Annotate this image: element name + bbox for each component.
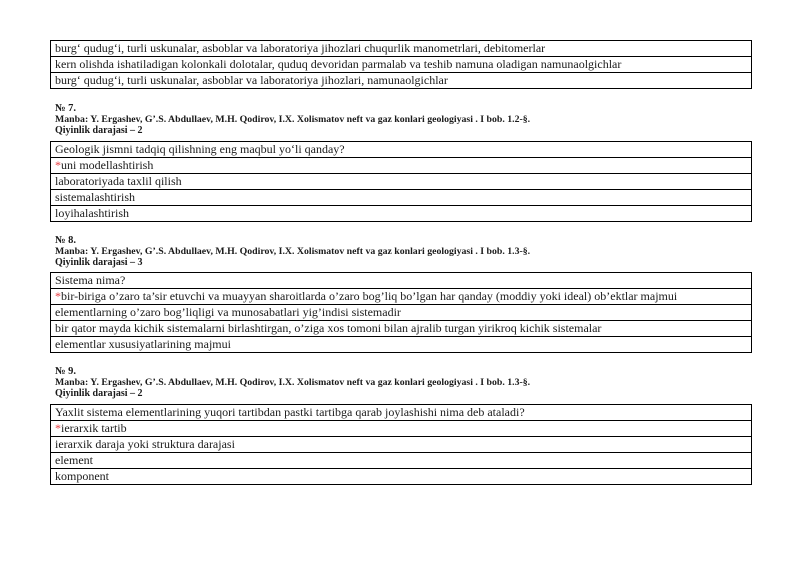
answer-option: sistemalashtirish — [51, 190, 752, 206]
question-table-7 — [50, 141, 752, 222]
table-row — [51, 142, 752, 158]
correct-answer: *uni modellashtirish — [51, 158, 752, 174]
table-row — [51, 405, 752, 421]
answer-option: element — [51, 453, 752, 469]
table-row — [51, 174, 752, 190]
answer-option: elementlarning o’zaro bog’liqligi va munosabatlari yig’indisi sistemadir — [51, 305, 752, 321]
answer-option: laboratoriyada taxlil qilish — [51, 174, 752, 190]
table-row — [51, 273, 752, 289]
table-row — [51, 41, 752, 57]
table-row — [51, 57, 752, 73]
answer-option: loyihalashtirish — [51, 206, 752, 222]
difficulty-level: Qiyinlik darajasi – 2 — [55, 125, 143, 136]
correct-marker: * — [55, 421, 61, 435]
correct-marker: * — [55, 289, 61, 303]
question-source: Manba: Y. Ergashev, G’.S. Abdullaev, M.H. Qodirov, I.X. Xolismatov neft va gaz konlari geologiyasi . I bob. 1.3-§. — [55, 377, 531, 388]
table-row — [51, 190, 752, 206]
table-row — [51, 158, 752, 174]
question-text: Yaxlit sistema elementlarining yuqori tartibdan pastki tartibga qarab joylashishi nima deb ataladi? — [51, 405, 752, 421]
question-number: № 9. — [55, 366, 77, 377]
question-source: Manba: Y. Ergashev, G’.S. Abdullaev, M.H. Qodirov, I.X. Xolismatov neft va gaz konlari geologiyasi . I bob. 1.3-§. — [55, 246, 531, 257]
table-row — [51, 337, 752, 353]
question-table-8 — [50, 272, 752, 353]
correct-answer: *bir-biriga o’zaro ta’sir etuvchi va muayyan sharoitlarda o’zaro bog’liq bo’lgan har qanday (moddiy yoki ideal) ob’ektlar majmui — [51, 289, 752, 305]
difficulty-level: Qiyinlik darajasi – 2 — [55, 388, 143, 399]
table-row — [51, 321, 752, 337]
question-text: Geologik jismni tadqiq qilishning eng maqbul yo‘li qanday? — [51, 142, 752, 158]
answer-option: elementlar xususiyatlarining majmui — [51, 337, 752, 353]
table-row — [51, 289, 752, 305]
answer-option: kern olishda ishatiladigan kolonkali dolotalar, quduq devoridan parmalab va teshib namuna oladigan namunaolgichlar — [51, 57, 752, 73]
table-row — [51, 421, 752, 437]
question-text: Sistema nima? — [51, 273, 752, 289]
answer-option: burg‘ qudug‘i, turli uskunalar, asboblar va laboratoriya jihozlari, namunaolgichlar — [51, 73, 752, 89]
question-source: Manba: Y. Ergashev, G’.S. Abdullaev, M.H. Qodirov, I.X. Xolismatov neft va gaz konlari geologiyasi . I bob. 1.2-§. — [55, 114, 531, 125]
correct-marker: * — [55, 158, 61, 172]
question-table-9 — [50, 404, 752, 485]
answer-table-previous — [50, 40, 752, 89]
question-header-8 — [55, 235, 530, 268]
answer-option: bir qator mayda kichik sistemalarni birlashtirgan, o’ziga xos tomoni bilan ajralib turgan yirikroq kichik sistemalar — [51, 321, 752, 337]
question-number: № 8. — [55, 235, 77, 246]
question-header-9 — [55, 366, 530, 399]
table-row — [51, 305, 752, 321]
correct-answer: *ierarxik tartib — [51, 421, 752, 437]
table-row — [51, 437, 752, 453]
answer-option: komponent — [51, 469, 752, 485]
difficulty-level: Qiyinlik darajasi – 3 — [55, 257, 143, 268]
question-header-7 — [55, 103, 530, 136]
table-row — [51, 206, 752, 222]
table-row — [51, 469, 752, 485]
answer-option: burg‘ qudug‘i, turli uskunalar, asboblar va laboratoriya jihozlari chuqurlik manometrlari, debitomerlar — [51, 41, 752, 57]
question-number: № 7. — [55, 103, 77, 114]
answer-option: ierarxik daraja yoki struktura darajasi — [51, 437, 752, 453]
table-row — [51, 73, 752, 89]
table-row — [51, 453, 752, 469]
